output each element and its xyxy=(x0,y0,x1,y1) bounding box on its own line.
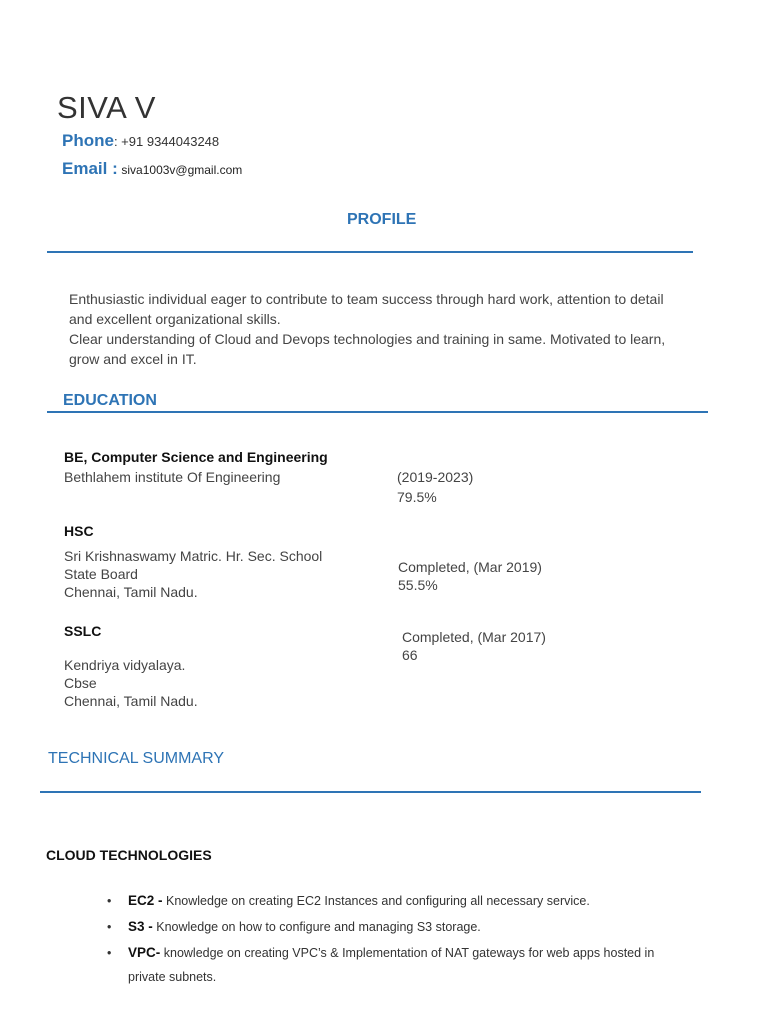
education-board-sslc: Cbse xyxy=(64,675,97,691)
education-board-hsc: State Board xyxy=(64,566,138,582)
list-item-text: private subnets. xyxy=(128,970,217,984)
list-item-continuation xyxy=(128,965,216,989)
education-heading: EDUCATION xyxy=(63,392,157,409)
profile-line-4: grow and excel in IT. xyxy=(69,351,197,367)
education-divider xyxy=(47,411,708,413)
education-location-hsc: Chennai, Tamil Nadu. xyxy=(64,584,198,600)
education-period-be: (2019-2023) xyxy=(397,469,474,485)
profile-line-3: Clear understanding of Cloud and Devops technologies and training in same. Motivated to learn, xyxy=(69,331,666,347)
education-location-sslc: Chennai, Tamil Nadu. xyxy=(64,693,198,709)
list-item xyxy=(107,889,590,913)
phone-label: Phone xyxy=(62,131,114,150)
cloud-technologies-heading: CLOUD TECHNOLOGIES xyxy=(46,847,212,863)
phone-line xyxy=(62,131,219,151)
candidate-name: SIVA V xyxy=(57,90,156,125)
education-degree-sslc: SSLC xyxy=(64,623,102,639)
education-degree-hsc: HSC xyxy=(64,523,94,539)
education-score-be: 79.5% xyxy=(397,489,437,505)
education-school-sslc: Kendriya vidyalaya. xyxy=(64,657,186,673)
profile-line-2: and excellent organizational skills. xyxy=(69,311,281,327)
education-institute-be: Bethlahem institute Of Engineering xyxy=(64,469,281,485)
list-item xyxy=(107,941,655,965)
email-label: Email : xyxy=(62,159,118,178)
list-item-term: S3 - xyxy=(128,919,153,934)
technical-summary-divider xyxy=(40,791,701,793)
bullet-icon: • xyxy=(107,894,112,908)
profile-divider xyxy=(47,251,693,253)
email-line xyxy=(62,159,242,179)
bullet-icon: • xyxy=(107,920,112,934)
education-score-sslc: 66 xyxy=(402,647,418,663)
education-school-hsc: Sri Krishnaswamy Matric. Hr. Sec. School xyxy=(64,548,323,564)
profile-line-1: Enthusiastic individual eager to contribute to team success through hard work, attention to detail xyxy=(69,291,664,307)
technical-summary-heading: TECHNICAL SUMMARY xyxy=(48,750,225,767)
education-period-hsc: Completed, (Mar 2019) xyxy=(398,559,542,575)
list-item-term: VPC- xyxy=(128,945,161,960)
list-item xyxy=(107,915,481,939)
list-item-text: Knowledge on how to configure and managing S3 storage. xyxy=(152,920,481,934)
education-period-sslc: Completed, (Mar 2017) xyxy=(402,629,546,645)
education-degree-be: BE, Computer Science and Engineering xyxy=(64,449,328,465)
list-item-term: EC2 - xyxy=(128,893,163,908)
profile-heading: PROFILE xyxy=(347,211,417,228)
education-score-hsc: 55.5% xyxy=(398,577,438,593)
email-value: siva1003v@gmail.com xyxy=(121,163,243,177)
list-item-text: Knowledge on creating EC2 Instances and configuring all necessary service. xyxy=(162,894,590,908)
bullet-icon: • xyxy=(107,946,112,960)
phone-value: : +91 9344043248 xyxy=(113,134,220,149)
list-item-text: knowledge on creating VPC’s & Implementation of NAT gateways for web apps hosted in xyxy=(160,946,655,960)
